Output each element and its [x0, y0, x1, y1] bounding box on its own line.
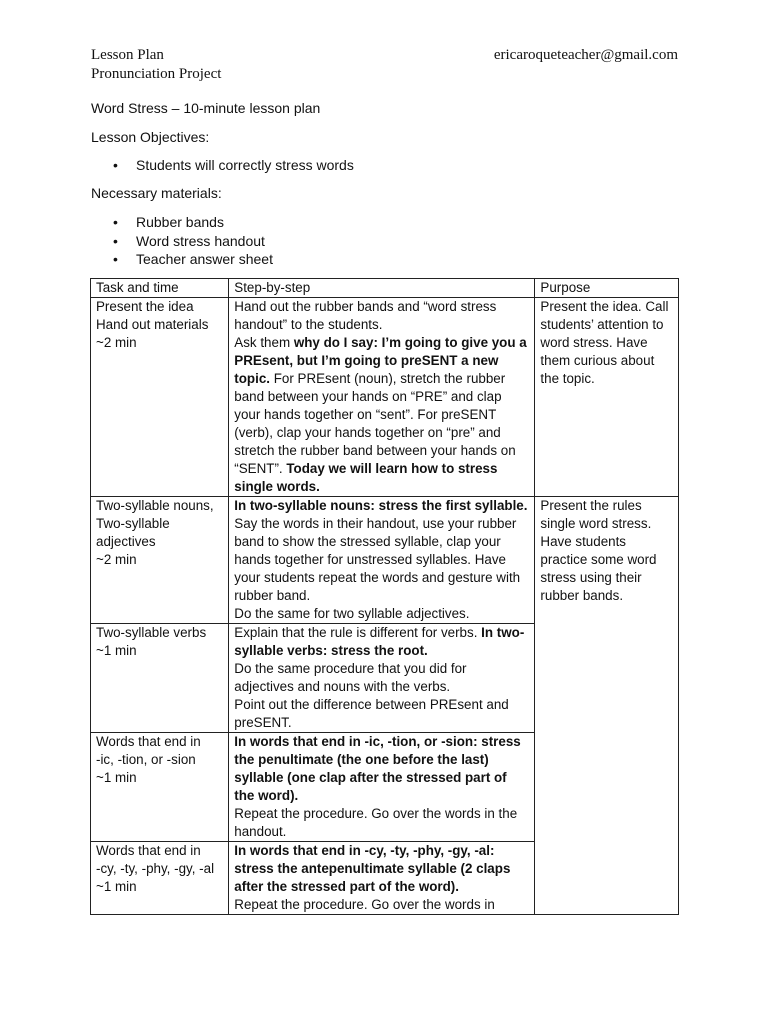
- step-text: Do the same procedure that you did for adjectives and nouns with the verbs.: [234, 661, 467, 694]
- step-text: Say the words in their handout, use your rubber band to show the stressed syllable, clap your hands together for unstressed syllables. Have your students repeat the words and gesture with rubber band.: [234, 516, 521, 603]
- task-cell: [91, 624, 229, 733]
- table-header-row: [91, 279, 679, 298]
- table-row: [91, 298, 679, 497]
- list-item: • Word stress handout: [91, 232, 273, 251]
- header-lesson-plan: Lesson Plan: [91, 47, 164, 63]
- step-emphasis: Today we will learn how to stress single words.: [234, 461, 498, 494]
- header-email: ericaroqueteacher@gmail.com: [493, 47, 678, 63]
- step-text: Point out the difference between PREsent and preSENT.: [234, 697, 509, 730]
- step-text: For PREsent (noun), stretch the rubber band between your hands on “PRE” and clap your hands together on “sent”. For preSENT (verb), clap your hands together on “pre” and stretch the rubber band between your hands on “SENT”.: [234, 371, 516, 476]
- column-header-task: Task and time: [91, 279, 229, 298]
- task-cell: [91, 497, 229, 624]
- task-line: ~2 min: [96, 552, 137, 567]
- objectives-label: Lesson Objectives:: [91, 129, 210, 145]
- step-cell: [229, 298, 535, 497]
- step-text: Do the same for two syllable adjectives.: [234, 606, 470, 621]
- task-cell: [91, 298, 229, 497]
- materials-label: Necessary materials:: [91, 185, 222, 201]
- task-line: ~1 min: [96, 643, 137, 658]
- task-line: Two-syllable nouns,: [96, 498, 214, 513]
- document-title: Word Stress – 10-minute lesson plan: [91, 100, 321, 116]
- list-item: • Rubber bands: [91, 213, 273, 232]
- header-project-name: Pronunciation Project: [91, 66, 222, 82]
- task-line: Two-syllable adjectives: [96, 516, 170, 549]
- task-line: ~1 min: [96, 770, 137, 785]
- purpose-cell: Present the idea. Call students’ attention to word stress. Have them curious about the topic.: [535, 298, 679, 497]
- step-cell: [229, 842, 535, 915]
- task-line: Two-syllable verbs: [96, 625, 207, 640]
- step-cell: [229, 733, 535, 842]
- task-line: ~1 min: [96, 879, 137, 894]
- task-line: Hand out materials: [96, 317, 209, 332]
- task-cell: [91, 842, 229, 915]
- step-emphasis: In two-syllable verbs: stress the root.: [234, 625, 525, 658]
- step-emphasis: In words that end in -cy, -ty, -phy, -gy, -al: stress the antepenultimate syllable (2 claps after the stressed part of the word).: [234, 843, 511, 894]
- column-header-purpose: Purpose: [535, 279, 679, 298]
- list-item: • Teacher answer sheet: [91, 250, 273, 269]
- step-text: Ask them: [234, 335, 294, 350]
- list-item: • Students will correctly stress words: [91, 156, 354, 175]
- lesson-plan-table: [90, 278, 679, 915]
- purpose-cell: Present the rules single word stress. Have students practice some word stress using their rubber bands.: [535, 497, 679, 915]
- objectives-list: [91, 156, 354, 175]
- step-text: Repeat the procedure. Go over the words in the handout.: [234, 806, 518, 839]
- task-line: -cy, -ty, -phy, -gy, -al: [96, 861, 215, 876]
- step-text: Explain that the rule is different for verbs.: [234, 625, 482, 640]
- task-line: Words that end in: [96, 843, 201, 858]
- step-emphasis: In words that end in -ic, -tion, or -sion: stress the penultimate (the one before the last) syllable (one clap after the stressed part of the word).: [234, 734, 521, 803]
- step-emphasis: why do I say: I’m going to give you a PREsent, but I’m going to preSENT a new topic.: [234, 335, 527, 386]
- materials-list: [91, 213, 273, 269]
- task-line: -ic, -tion, or -sion: [96, 752, 196, 767]
- step-text: Repeat the procedure. Go over the words in: [234, 897, 495, 912]
- step-cell: [229, 497, 535, 624]
- step-text: Hand out the rubber bands and “word stress handout” to the students.: [234, 299, 497, 332]
- task-line: Present the idea: [96, 299, 194, 314]
- task-line: ~2 min: [96, 335, 137, 350]
- step-emphasis: In two-syllable nouns: stress the first syllable.: [234, 498, 528, 513]
- task-line: Words that end in: [96, 734, 201, 749]
- table-row: [91, 497, 679, 624]
- step-cell: [229, 624, 535, 733]
- task-cell: [91, 733, 229, 842]
- document-header-left: [91, 46, 221, 84]
- column-header-step: Step-by-step: [229, 279, 535, 298]
